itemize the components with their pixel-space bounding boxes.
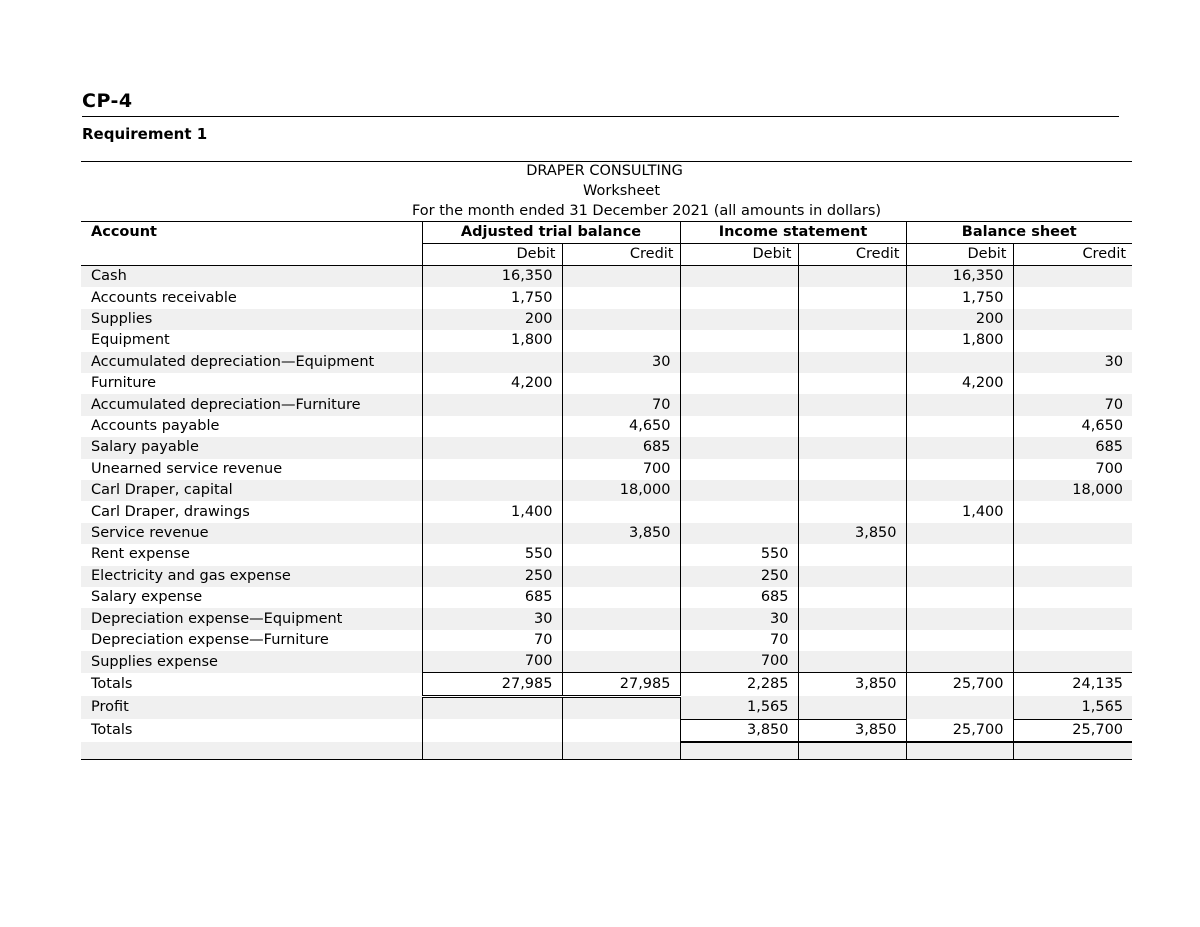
is-debit-cell — [680, 309, 798, 330]
bs-debit-profit — [906, 696, 1013, 719]
atb-debit-cell: 16,350 — [422, 266, 562, 288]
atb-credit-final — [562, 719, 680, 742]
table-row — [81, 309, 1132, 330]
table-row — [81, 330, 1132, 351]
is-debit-cell — [680, 416, 798, 437]
bs-credit-cell — [1013, 630, 1132, 651]
bs-debit-cell — [906, 651, 1013, 673]
table-row — [81, 630, 1132, 651]
is-debit-cell — [680, 373, 798, 394]
blank-cell — [798, 742, 906, 760]
bs-credit-final: 25,700 — [1013, 719, 1132, 742]
atb-credit-profit — [562, 696, 680, 719]
bs-debit-cell: 1,400 — [906, 501, 1013, 522]
is-debit-total: 2,285 — [680, 673, 798, 696]
bs-debit-cell: 16,350 — [906, 266, 1013, 288]
atb-credit-cell — [562, 330, 680, 351]
table-row — [81, 373, 1132, 394]
atb-debit-final — [422, 719, 562, 742]
atb-credit-cell: 4,650 — [562, 416, 680, 437]
bs-credit-cell — [1013, 608, 1132, 629]
bs-credit-cell — [1013, 309, 1132, 330]
bs-debit-cell: 4,200 — [906, 373, 1013, 394]
atb-debit-cell: 1,800 — [422, 330, 562, 351]
account-name: Accounts payable — [81, 416, 422, 437]
account-rows — [81, 266, 1132, 673]
is-credit-final: 3,850 — [798, 719, 906, 742]
table-row — [81, 437, 1132, 458]
period-line: For the month ended 31 December 2021 (all amounts in dollars) — [411, 202, 882, 219]
account-column-header: Account — [81, 222, 422, 244]
bs-credit-cell — [1013, 544, 1132, 565]
table-row — [81, 416, 1132, 437]
table-row — [81, 566, 1132, 587]
blank-cell — [81, 742, 422, 760]
is-credit-profit — [798, 696, 906, 719]
bs-credit-cell — [1013, 287, 1132, 308]
is-credit-cell — [798, 330, 906, 351]
account-name: Salary expense — [81, 587, 422, 608]
bs-debit-cell — [906, 630, 1013, 651]
atb-credit-cell: 685 — [562, 437, 680, 458]
atb-credit-cell: 30 — [562, 352, 680, 373]
final-totals-label: Totals — [81, 719, 422, 742]
atb-debit-cell — [422, 523, 562, 544]
atb-credit-cell — [562, 651, 680, 673]
atb-credit-cell — [562, 287, 680, 308]
bs-debit-cell — [906, 587, 1013, 608]
document-title: CP-4 — [82, 90, 133, 112]
atb-debit-cell — [422, 394, 562, 415]
account-name: Accumulated depreciation—Furniture — [81, 394, 422, 415]
bs-credit-cell: 685 — [1013, 437, 1132, 458]
blank-cell — [680, 742, 798, 760]
bs-debit-cell — [906, 566, 1013, 587]
is-debit-cell: 30 — [680, 608, 798, 629]
is-credit-cell — [798, 501, 906, 522]
is-credit-cell — [798, 266, 906, 288]
bs-debit-cell — [906, 437, 1013, 458]
atb-debit-cell — [422, 437, 562, 458]
atb-credit-cell — [562, 566, 680, 587]
atb-debit-cell — [422, 480, 562, 501]
bs-credit-cell: 4,650 — [1013, 416, 1132, 437]
atb-debit-cell: 685 — [422, 587, 562, 608]
is-debit-cell — [680, 266, 798, 288]
account-name: Depreciation expense—Furniture — [81, 630, 422, 651]
is-debit-cell — [680, 437, 798, 458]
bs-credit-cell: 70 — [1013, 394, 1132, 415]
company-name-row — [81, 162, 1132, 182]
table-row — [81, 608, 1132, 629]
bs-credit-cell — [1013, 373, 1132, 394]
is-credit-cell — [798, 651, 906, 673]
atb-debit-cell — [422, 459, 562, 480]
blank-cell — [422, 742, 562, 760]
is-credit-cell — [798, 480, 906, 501]
is-credit-cell — [798, 373, 906, 394]
atb-credit-cell — [562, 587, 680, 608]
account-name: Salary payable — [81, 437, 422, 458]
totals-section — [81, 673, 1132, 760]
worksheet-table — [81, 161, 1132, 760]
bs-debit-cell — [906, 608, 1013, 629]
is-debit-profit: 1,565 — [680, 696, 798, 719]
account-name: Rent expense — [81, 544, 422, 565]
is-credit-cell — [798, 437, 906, 458]
is-debit-cell — [680, 394, 798, 415]
profit-label: Profit — [81, 696, 422, 719]
table-row — [81, 587, 1132, 608]
atb-debit-cell: 4,200 — [422, 373, 562, 394]
account-name: Electricity and gas expense — [81, 566, 422, 587]
bs-credit-cell: 18,000 — [1013, 480, 1132, 501]
account-name: Supplies expense — [81, 651, 422, 673]
is-debit-header: Debit — [680, 244, 798, 266]
account-name: Unearned service revenue — [81, 459, 422, 480]
table-row — [81, 459, 1132, 480]
atb-debit-cell: 1,400 — [422, 501, 562, 522]
final-totals-row — [81, 719, 1132, 742]
table-row — [81, 523, 1132, 544]
atb-credit-cell: 18,000 — [562, 480, 680, 501]
is-credit-total: 3,850 — [798, 673, 906, 696]
period-row — [81, 201, 1132, 221]
is-debit-cell: 700 — [680, 651, 798, 673]
worksheet-name-row — [81, 182, 1132, 202]
bs-credit-cell: 700 — [1013, 459, 1132, 480]
account-name: Furniture — [81, 373, 422, 394]
table-row — [81, 480, 1132, 501]
account-name: Cash — [81, 266, 422, 288]
bs-credit-cell — [1013, 501, 1132, 522]
table-row — [81, 287, 1132, 308]
bs-credit-cell — [1013, 651, 1132, 673]
is-debit-cell: 70 — [680, 630, 798, 651]
is-debit-cell: 550 — [680, 544, 798, 565]
account-name: Service revenue — [81, 523, 422, 544]
is-credit-cell — [798, 459, 906, 480]
atb-debit-header: Debit — [422, 244, 562, 266]
is-credit-cell — [798, 352, 906, 373]
is-credit-cell — [798, 394, 906, 415]
adjusted-trial-balance-header: Adjusted trial balance — [422, 222, 680, 244]
is-debit-cell — [680, 459, 798, 480]
bs-credit-cell — [1013, 523, 1132, 544]
atb-credit-cell — [562, 266, 680, 288]
table-row — [81, 394, 1132, 415]
atb-debit-cell: 250 — [422, 566, 562, 587]
is-credit-cell — [798, 587, 906, 608]
bs-debit-cell — [906, 480, 1013, 501]
is-debit-cell — [680, 352, 798, 373]
atb-debit-cell: 700 — [422, 651, 562, 673]
title-rule — [82, 116, 1119, 117]
is-credit-cell — [798, 544, 906, 565]
is-credit-cell — [798, 309, 906, 330]
atb-debit-cell: 1,750 — [422, 287, 562, 308]
bs-debit-cell: 1,800 — [906, 330, 1013, 351]
account-name: Accumulated depreciation—Equipment — [81, 352, 422, 373]
atb-debit-cell — [422, 416, 562, 437]
bs-debit-total: 25,700 — [906, 673, 1013, 696]
is-credit-cell — [798, 416, 906, 437]
is-debit-cell — [680, 523, 798, 544]
is-credit-cell: 3,850 — [798, 523, 906, 544]
atb-debit-cell: 70 — [422, 630, 562, 651]
atb-credit-total: 27,985 — [562, 673, 680, 696]
bs-debit-header: Debit — [906, 244, 1013, 266]
bs-debit-cell — [906, 394, 1013, 415]
atb-credit-cell — [562, 309, 680, 330]
totals-row — [81, 673, 1132, 696]
account-name: Carl Draper, drawings — [81, 501, 422, 522]
debit-credit-header-row — [81, 244, 1132, 266]
atb-debit-cell: 30 — [422, 608, 562, 629]
blank-cell — [1013, 742, 1132, 760]
is-debit-cell — [680, 480, 798, 501]
bs-credit-cell: 30 — [1013, 352, 1132, 373]
is-credit-cell — [798, 608, 906, 629]
atb-credit-header: Credit — [562, 244, 680, 266]
atb-credit-cell — [562, 608, 680, 629]
blank-row — [81, 742, 1132, 760]
is-debit-final: 3,850 — [680, 719, 798, 742]
account-name: Equipment — [81, 330, 422, 351]
income-statement-header: Income statement — [680, 222, 906, 244]
bs-credit-header: Credit — [1013, 244, 1132, 266]
is-debit-cell: 685 — [680, 587, 798, 608]
atb-credit-cell — [562, 544, 680, 565]
bs-credit-cell — [1013, 566, 1132, 587]
profit-row — [81, 696, 1132, 719]
requirement-heading: Requirement 1 — [82, 125, 208, 143]
table-row — [81, 266, 1132, 288]
atb-credit-cell: 70 — [562, 394, 680, 415]
account-name: Carl Draper, capital — [81, 480, 422, 501]
bs-debit-cell — [906, 523, 1013, 544]
is-credit-header: Credit — [798, 244, 906, 266]
balance-sheet-header: Balance sheet — [906, 222, 1132, 244]
group-header-row — [81, 222, 1132, 244]
table-row — [81, 544, 1132, 565]
bs-credit-profit: 1,565 — [1013, 696, 1132, 719]
is-debit-cell: 250 — [680, 566, 798, 587]
atb-credit-cell — [562, 501, 680, 522]
totals-label: Totals — [81, 673, 422, 696]
bs-credit-cell — [1013, 266, 1132, 288]
bs-debit-cell — [906, 459, 1013, 480]
atb-debit-cell: 200 — [422, 309, 562, 330]
account-name: Accounts receivable — [81, 287, 422, 308]
bs-debit-cell: 1,750 — [906, 287, 1013, 308]
company-name: DRAPER CONSULTING — [526, 163, 683, 180]
account-subheader-blank — [81, 244, 422, 266]
is-debit-cell — [680, 287, 798, 308]
table-row — [81, 501, 1132, 522]
atb-debit-profit — [422, 696, 562, 719]
table-row — [81, 352, 1132, 373]
atb-debit-total: 27,985 — [422, 673, 562, 696]
atb-credit-cell: 3,850 — [562, 523, 680, 544]
atb-debit-cell: 550 — [422, 544, 562, 565]
atb-credit-cell — [562, 373, 680, 394]
table-row — [81, 651, 1132, 673]
is-debit-cell — [680, 330, 798, 351]
account-name: Depreciation expense—Equipment — [81, 608, 422, 629]
is-credit-cell — [798, 630, 906, 651]
bs-debit-final: 25,700 — [906, 719, 1013, 742]
blank-cell — [906, 742, 1013, 760]
bs-credit-cell — [1013, 587, 1132, 608]
worksheet-name: Worksheet — [583, 183, 661, 200]
bs-credit-total: 24,135 — [1013, 673, 1132, 696]
atb-credit-cell — [562, 630, 680, 651]
bs-debit-cell — [906, 352, 1013, 373]
bs-credit-cell — [1013, 330, 1132, 351]
atb-credit-cell: 700 — [562, 459, 680, 480]
is-debit-cell — [680, 501, 798, 522]
bs-debit-cell — [906, 544, 1013, 565]
blank-cell — [562, 742, 680, 760]
bs-debit-cell — [906, 416, 1013, 437]
atb-debit-cell — [422, 352, 562, 373]
is-credit-cell — [798, 566, 906, 587]
account-name: Supplies — [81, 309, 422, 330]
bs-debit-cell: 200 — [906, 309, 1013, 330]
is-credit-cell — [798, 287, 906, 308]
